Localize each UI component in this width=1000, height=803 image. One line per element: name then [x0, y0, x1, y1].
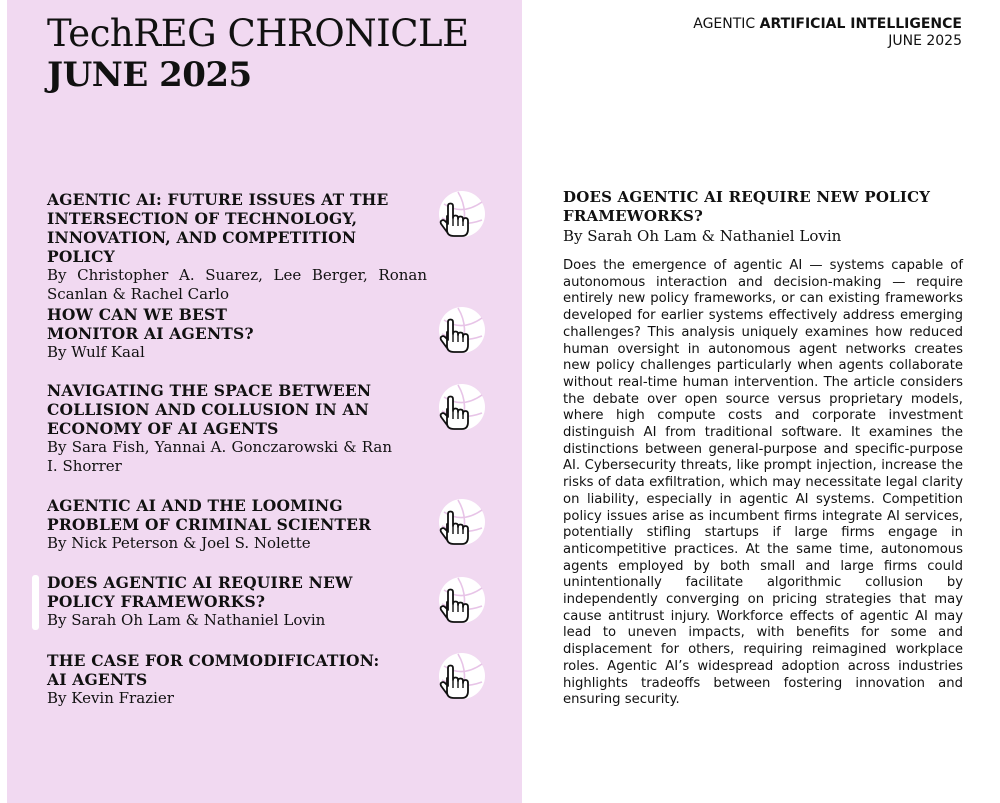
toc-item[interactable]: [47, 573, 417, 630]
toc-item-authors: By Sarah Oh Lam & Nathaniel Lovin: [47, 611, 326, 629]
article-title: DOES AGENTIC AI REQUIRE NEW POLICY FRAMEWORKS?: [563, 188, 931, 225]
globe-hand-cursor-icon[interactable]: [436, 652, 488, 702]
toc-item-title[interactable]: DOES AGENTIC AI REQUIRE NEW POLICY FRAMEWORKS?: [47, 573, 353, 611]
toc-item-title[interactable]: THE CASE FOR COMMODIFICATION: AI AGENTS: [47, 651, 380, 689]
toc-item[interactable]: [47, 496, 427, 553]
globe-hand-cursor-icon[interactable]: [436, 306, 488, 356]
toc-item-title[interactable]: NAVIGATING THE SPACE BETWEEN COLLISION AND COLLUSION IN AN ECONOMY OF AI AGENTS: [47, 381, 372, 438]
toc-item-title[interactable]: AGENTIC AI: FUTURE ISSUES AT THE INTERSECTION OF TECHNOLOGY, INNOVATION, AND COMPETITION POLICY: [47, 190, 389, 266]
toc-item[interactable]: [47, 190, 427, 304]
article-authors: By Sarah Oh Lam & Nathaniel Lovin: [563, 227, 842, 245]
toc-item[interactable]: [47, 305, 322, 362]
toc-item-title[interactable]: HOW CAN WE BEST MONITOR AI AGENTS?: [47, 305, 254, 343]
globe-hand-cursor-icon[interactable]: [436, 498, 488, 548]
toc-item-title[interactable]: AGENTIC AI AND THE LOOMING PROBLEM OF CRIMINAL SCIENTER: [47, 496, 372, 534]
toc-item-authors: By Kevin Frazier: [47, 689, 174, 707]
section-label-bold: ARTIFICIAL INTELLIGENCE: [759, 16, 962, 32]
selected-item-indicator: [32, 575, 39, 630]
publication-title: TechREG CHRONICLE: [47, 12, 469, 55]
article: [563, 188, 963, 709]
toc-item[interactable]: [47, 651, 387, 708]
globe-hand-cursor-icon[interactable]: [436, 383, 488, 433]
section-date: JUNE 2025: [888, 33, 962, 49]
masthead: [47, 12, 469, 94]
issue-date: JUNE 2025: [47, 55, 252, 95]
toc-item-authors: By Wulf Kaal: [47, 343, 145, 361]
toc-item[interactable]: [47, 381, 392, 476]
section-header: [693, 16, 962, 50]
toc-item-authors: By Nick Peterson & Joel S. Nolette: [47, 534, 311, 552]
toc-item-authors: By Christopher A. Suarez, Lee Berger, Ronan Scanlan & Rachel Carlo: [47, 266, 427, 303]
globe-hand-cursor-icon[interactable]: [436, 190, 488, 240]
globe-hand-cursor-icon[interactable]: [436, 576, 488, 626]
section-label-normal: AGENTIC: [693, 16, 756, 32]
article-body: Does the emergence of agentic AI — systems capable of autonomous interaction and decision-making — require entirely new policy frameworks, or can existing frameworks developed for earlier systems effectively address emerging challenges? This analysis uniquely examines how reduced human oversight in autonomous agent networks creates new policy challenges particularly when agents collaborate without real-time human intervention. The article considers the debate over open source versus proprietary models, where high compute costs and corporate investment distinguish AI from traditional software. It examines the distinctions between general-purpose and specific-purpose AI. Cybersecurity threats, like prompt injection, increase the risks of data exfiltration, which may necessitate legal clarity on liability, especially in agentic AI systems. Competition policy issues arise as incumbent firms integrate AI services, potentially stifling startups if large firms engage in anticompetitive practices. At the same time, autonomous agents employed by both small and large firms could unintentionally facilitate algorithmic collusion by independently converging on pricing strategies that may cause antitrust injury. Workforce effects of agentic AI may lead to uneven impacts, with benefits for some and displacement for others, requiring reimagined workplace roles. Agentic AI’s widespread adoption across industries highlights tradeoffs between fostering innovation and ensuring security.: [563, 258, 963, 708]
toc-item-authors: By Sara Fish, Yannai A. Gonczarowski & Ran I. Shorrer: [47, 438, 392, 475]
